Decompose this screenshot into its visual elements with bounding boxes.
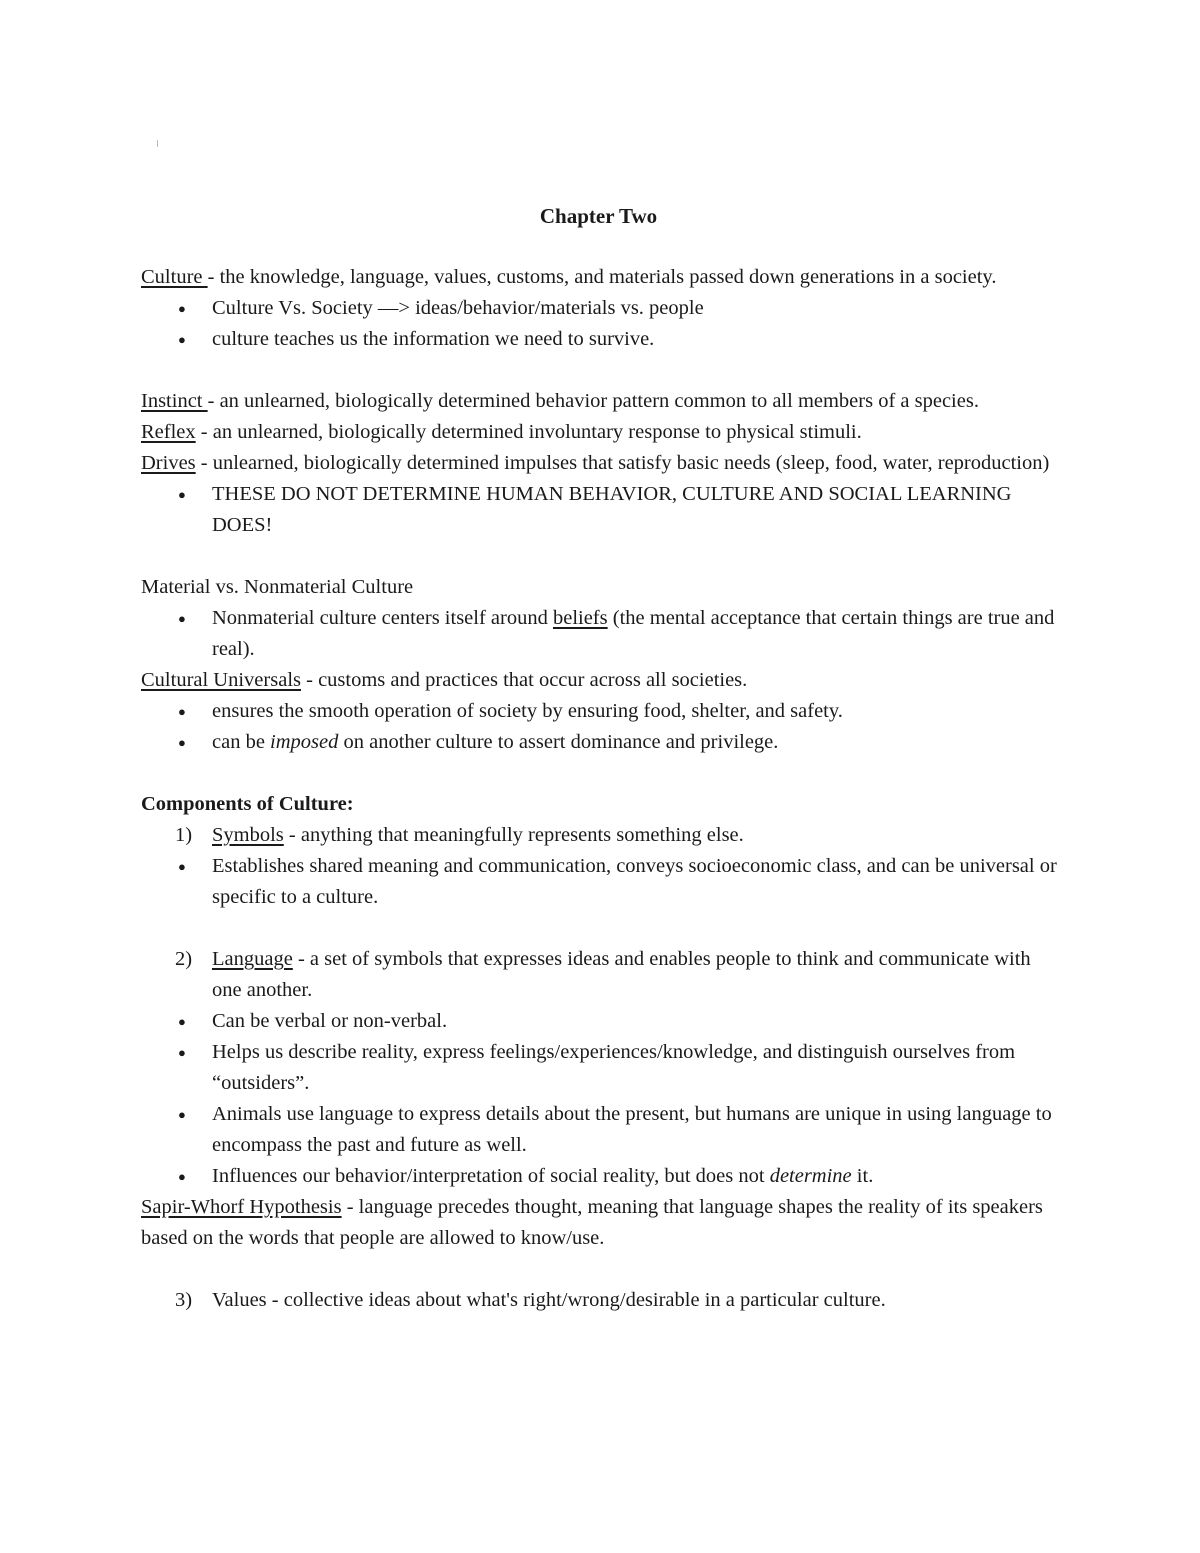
components-heading: Components of Culture: <box>141 793 354 815</box>
list-item-text: Helps us describe reality, express feelings/experiences/knowledge, and distinguish ourselves from “outsiders”. <box>212 1041 1016 1094</box>
list-item <box>141 603 1061 665</box>
bullet-icon: ● <box>178 704 186 719</box>
list-item-text: Nonmaterial culture centers itself around <box>212 607 553 629</box>
sapir-whorf-term: Sapir-Whorf Hypothesis <box>141 1196 342 1218</box>
numbered-item <box>141 944 1061 1006</box>
page-title: Chapter Two <box>539 204 658 228</box>
reflex-term: Reflex <box>141 421 196 443</box>
bullet-icon: ● <box>178 332 186 347</box>
spacer <box>141 1254 1061 1285</box>
bullet-icon: ● <box>178 1014 186 1029</box>
symbols-def-text: - anything that meaningfully represents something else. <box>283 824 744 846</box>
values-section <box>141 1285 1061 1316</box>
material-heading: Material vs. Nonmaterial Culture <box>141 576 414 598</box>
spacer <box>141 355 1061 386</box>
instinct-term: Instinct <box>141 390 208 412</box>
list-item-text: can be <box>212 731 271 753</box>
spacer <box>141 758 1061 789</box>
spacer <box>141 913 1061 944</box>
language-bullets <box>141 1006 1061 1192</box>
bullet-icon: ● <box>178 735 186 750</box>
bullet-icon: ● <box>178 487 186 502</box>
beliefs-term: beliefs <box>552 607 608 629</box>
item-number: 2) <box>175 948 193 970</box>
universals-bullets <box>141 696 1061 758</box>
bullet-icon: ● <box>178 1045 186 1060</box>
universals-def-text: - customs and practices that occur across all societies. <box>301 669 748 691</box>
instinct-def-text: - an unlearned, biologically determined behavior pattern common to all members of a species. <box>207 390 979 412</box>
bullet-icon: ● <box>178 611 186 626</box>
culture-def-text: - the knowledge, language, values, customs, and materials passed down generations in a society. <box>207 266 997 288</box>
document-body <box>141 262 1061 1316</box>
drives-bullets <box>141 479 1061 541</box>
emphasis-text: determine <box>769 1165 852 1187</box>
culture-term: Culture <box>141 266 208 288</box>
page-mark <box>157 140 158 147</box>
item-number: 1) <box>175 824 193 846</box>
universals-term: Cultural Universals <box>141 669 301 691</box>
symbols-term: Symbols <box>212 824 284 846</box>
drives-def-text: - unlearned, biologically determined impulses that satisfy basic needs (sleep, food, water, reproduction) <box>195 452 1050 474</box>
list-item <box>141 727 1061 758</box>
list-item <box>141 851 1061 913</box>
bullet-icon: ● <box>178 1169 186 1184</box>
language-section <box>141 944 1061 1006</box>
list-item-text: (the mental acceptance that certain things are true and real). <box>212 607 1055 660</box>
item-number: 3) <box>175 1289 193 1311</box>
numbered-item <box>141 1285 1061 1316</box>
list-item-text: THESE DO NOT DETERMINE HUMAN BEHAVIOR, CULTURE AND SOCIAL LEARNING DOES! <box>212 483 1012 536</box>
list-item <box>141 1161 1061 1192</box>
reflex-def-text: - an unlearned, biologically determined involuntary response to physical stimuli. <box>195 421 862 443</box>
emphasis-text: imposed <box>270 731 339 753</box>
language-term: Language <box>212 948 293 970</box>
list-item-text: on another culture to assert dominance and privilege. <box>338 731 779 753</box>
instinct-definition <box>141 386 1061 417</box>
language-def-text: - a set of symbols that expresses ideas and enables people to think and communicate with one another. <box>212 948 1031 1001</box>
list-item-text: Influences our behavior/interpretation of social reality, but does not <box>212 1165 770 1187</box>
list-item <box>141 696 1061 727</box>
list-item-text: Culture Vs. Society —> ideas/behavior/materials vs. people <box>212 297 704 319</box>
list-item <box>141 293 1061 324</box>
list-item-text: ensures the smooth operation of society by ensuring food, shelter, and safety. <box>212 700 843 722</box>
list-item-text: Animals use language to express details about the present, but humans are unique in using language to encompass the past and future as well. <box>212 1103 1052 1156</box>
drives-definition <box>141 448 1061 479</box>
list-item-text: Establishes shared meaning and communication, conveys socioeconomic class, and can be universal or specific to a culture. <box>212 855 1057 908</box>
bullet-icon: ● <box>178 301 186 316</box>
numbered-item <box>141 820 1061 851</box>
list-item-text: culture teaches us the information we need to survive. <box>212 328 655 350</box>
sapir-whorf-definition <box>141 1192 1061 1254</box>
list-item <box>141 479 1061 541</box>
drives-term: Drives <box>141 452 196 474</box>
material-bullets <box>141 603 1061 665</box>
list-item-text: it. <box>851 1165 874 1187</box>
bullet-icon: ● <box>178 1107 186 1122</box>
spacer <box>141 541 1061 572</box>
list-item <box>141 324 1061 355</box>
values-text: Values - collective ideas about what's right/wrong/desirable in a particular culture. <box>212 1289 886 1311</box>
symbols-section <box>141 820 1061 851</box>
symbols-bullets <box>141 851 1061 913</box>
list-item-text: Can be verbal or non-verbal. <box>212 1010 448 1032</box>
list-item <box>141 1006 1061 1037</box>
bullet-icon: ● <box>178 859 186 874</box>
universals-definition <box>141 665 1061 696</box>
culture-definition <box>141 262 1061 293</box>
list-item <box>141 1037 1061 1099</box>
reflex-definition <box>141 417 1061 448</box>
culture-bullets <box>141 293 1061 355</box>
list-item <box>141 1099 1061 1161</box>
sapir-whorf-def-text: - language precedes thought, meaning that language shapes the reality of its speakers based on the words that people are allowed to know/use. <box>141 1196 1043 1249</box>
